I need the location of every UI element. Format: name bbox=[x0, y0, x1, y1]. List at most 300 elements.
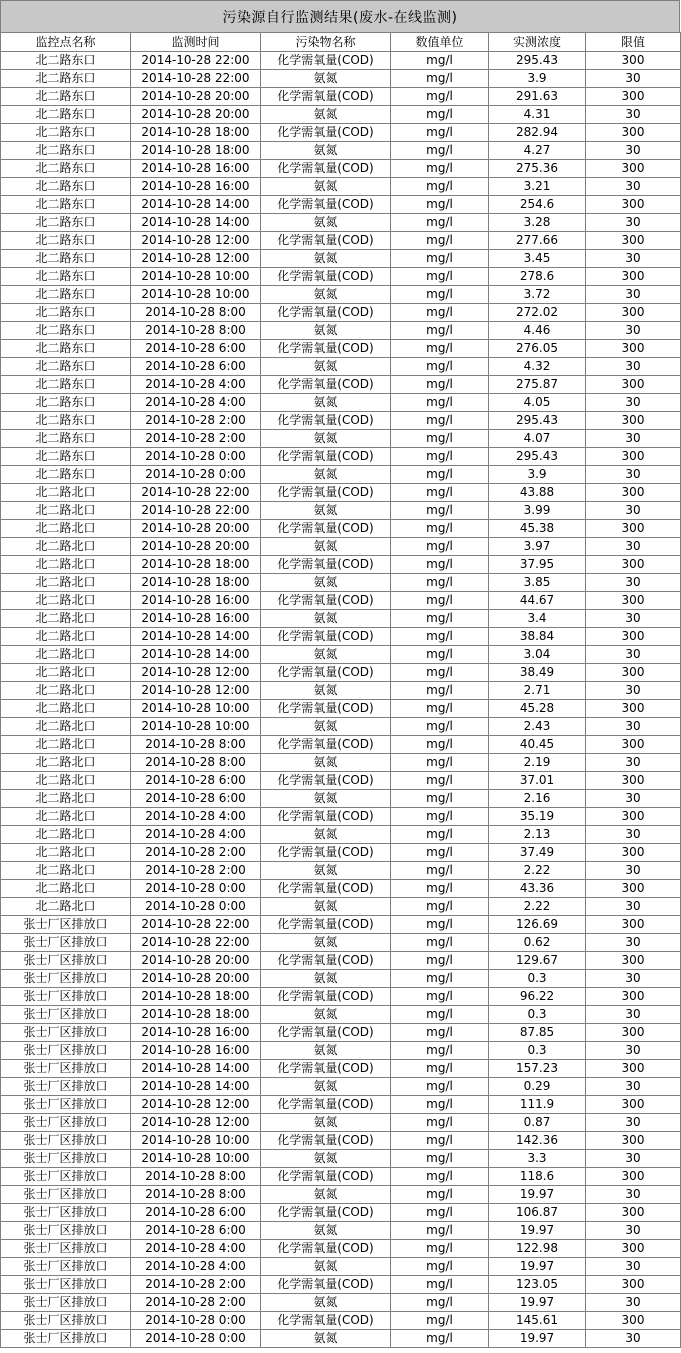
time-cell: 2014-10-28 14:00 bbox=[131, 628, 261, 646]
unit-cell: mg/l bbox=[391, 196, 489, 214]
measured-cell: 2.22 bbox=[489, 862, 586, 880]
pollutant-cell: 化学需氧量(COD) bbox=[261, 844, 391, 862]
unit-cell: mg/l bbox=[391, 736, 489, 754]
measured-cell: 37.01 bbox=[489, 772, 586, 790]
time-cell: 2014-10-28 6:00 bbox=[131, 772, 261, 790]
measured-cell: 96.22 bbox=[489, 988, 586, 1006]
limit-cell: 300 bbox=[586, 376, 681, 394]
table-row bbox=[1, 682, 681, 700]
time-cell: 2014-10-28 16:00 bbox=[131, 592, 261, 610]
table-row bbox=[1, 826, 681, 844]
time-cell: 2014-10-28 20:00 bbox=[131, 88, 261, 106]
site-cell: 北二路东口 bbox=[1, 430, 131, 448]
pollutant-cell: 氨氮 bbox=[261, 970, 391, 988]
measured-cell: 87.85 bbox=[489, 1024, 586, 1042]
unit-cell: mg/l bbox=[391, 160, 489, 178]
unit-cell: mg/l bbox=[391, 754, 489, 772]
measured-cell: 157.23 bbox=[489, 1060, 586, 1078]
limit-cell: 300 bbox=[586, 304, 681, 322]
col-header-measured: 实测浓度 bbox=[489, 33, 586, 52]
table-row bbox=[1, 1006, 681, 1024]
time-cell: 2014-10-28 18:00 bbox=[131, 556, 261, 574]
measured-cell: 2.22 bbox=[489, 898, 586, 916]
table-row bbox=[1, 1168, 681, 1186]
pollutant-cell: 化学需氧量(COD) bbox=[261, 880, 391, 898]
pollutant-cell: 氨氮 bbox=[261, 466, 391, 484]
time-cell: 2014-10-28 16:00 bbox=[131, 610, 261, 628]
site-cell: 北二路北口 bbox=[1, 556, 131, 574]
limit-cell: 300 bbox=[586, 1276, 681, 1294]
pollutant-cell: 氨氮 bbox=[261, 1006, 391, 1024]
unit-cell: mg/l bbox=[391, 1276, 489, 1294]
table-row bbox=[1, 970, 681, 988]
pollutant-cell: 化学需氧量(COD) bbox=[261, 952, 391, 970]
table-row bbox=[1, 160, 681, 178]
time-cell: 2014-10-28 4:00 bbox=[131, 1258, 261, 1276]
unit-cell: mg/l bbox=[391, 772, 489, 790]
measured-cell: 38.49 bbox=[489, 664, 586, 682]
pollutant-cell: 氨氮 bbox=[261, 250, 391, 268]
unit-cell: mg/l bbox=[391, 1222, 489, 1240]
measured-cell: 278.6 bbox=[489, 268, 586, 286]
limit-cell: 300 bbox=[586, 232, 681, 250]
limit-cell: 30 bbox=[586, 430, 681, 448]
limit-cell: 300 bbox=[586, 772, 681, 790]
site-cell: 北二路东口 bbox=[1, 376, 131, 394]
measured-cell: 19.97 bbox=[489, 1258, 586, 1276]
table-row bbox=[1, 736, 681, 754]
time-cell: 2014-10-28 12:00 bbox=[131, 232, 261, 250]
limit-cell: 300 bbox=[586, 952, 681, 970]
time-cell: 2014-10-28 2:00 bbox=[131, 430, 261, 448]
table-row bbox=[1, 430, 681, 448]
table-row bbox=[1, 1330, 681, 1348]
measured-cell: 277.66 bbox=[489, 232, 586, 250]
limit-cell: 300 bbox=[586, 988, 681, 1006]
unit-cell: mg/l bbox=[391, 1078, 489, 1096]
site-cell: 北二路东口 bbox=[1, 232, 131, 250]
pollutant-cell: 化学需氧量(COD) bbox=[261, 988, 391, 1006]
pollutant-cell: 氨氮 bbox=[261, 538, 391, 556]
measured-cell: 3.97 bbox=[489, 538, 586, 556]
measured-cell: 45.38 bbox=[489, 520, 586, 538]
limit-cell: 300 bbox=[586, 664, 681, 682]
unit-cell: mg/l bbox=[391, 718, 489, 736]
site-cell: 北二路北口 bbox=[1, 628, 131, 646]
measured-cell: 3.72 bbox=[489, 286, 586, 304]
unit-cell: mg/l bbox=[391, 1060, 489, 1078]
col-header-site: 监控点名称 bbox=[1, 33, 131, 52]
time-cell: 2014-10-28 12:00 bbox=[131, 250, 261, 268]
table-row bbox=[1, 358, 681, 376]
time-cell: 2014-10-28 12:00 bbox=[131, 664, 261, 682]
table-row bbox=[1, 178, 681, 196]
table-row bbox=[1, 862, 681, 880]
site-cell: 北二路北口 bbox=[1, 646, 131, 664]
table-row bbox=[1, 1294, 681, 1312]
time-cell: 2014-10-28 20:00 bbox=[131, 106, 261, 124]
unit-cell: mg/l bbox=[391, 394, 489, 412]
time-cell: 2014-10-28 8:00 bbox=[131, 754, 261, 772]
time-cell: 2014-10-28 18:00 bbox=[131, 142, 261, 160]
limit-cell: 30 bbox=[586, 1042, 681, 1060]
limit-cell: 30 bbox=[586, 142, 681, 160]
unit-cell: mg/l bbox=[391, 916, 489, 934]
limit-cell: 30 bbox=[586, 250, 681, 268]
unit-cell: mg/l bbox=[391, 880, 489, 898]
unit-cell: mg/l bbox=[391, 610, 489, 628]
unit-cell: mg/l bbox=[391, 682, 489, 700]
unit-cell: mg/l bbox=[391, 142, 489, 160]
measured-cell: 123.05 bbox=[489, 1276, 586, 1294]
pollutant-cell: 化学需氧量(COD) bbox=[261, 1204, 391, 1222]
pollutant-cell: 氨氮 bbox=[261, 682, 391, 700]
unit-cell: mg/l bbox=[391, 322, 489, 340]
time-cell: 2014-10-28 4:00 bbox=[131, 1240, 261, 1258]
pollutant-cell: 化学需氧量(COD) bbox=[261, 124, 391, 142]
measured-cell: 276.05 bbox=[489, 340, 586, 358]
time-cell: 2014-10-28 2:00 bbox=[131, 844, 261, 862]
unit-cell: mg/l bbox=[391, 340, 489, 358]
table-row bbox=[1, 1276, 681, 1294]
site-cell: 张士厂区排放口 bbox=[1, 1114, 131, 1132]
col-header-pollutant: 污染物名称 bbox=[261, 33, 391, 52]
pollutant-cell: 化学需氧量(COD) bbox=[261, 196, 391, 214]
unit-cell: mg/l bbox=[391, 232, 489, 250]
pollutant-cell: 氨氮 bbox=[261, 394, 391, 412]
time-cell: 2014-10-28 10:00 bbox=[131, 718, 261, 736]
site-cell: 张士厂区排放口 bbox=[1, 1132, 131, 1150]
site-cell: 北二路东口 bbox=[1, 142, 131, 160]
measured-cell: 44.67 bbox=[489, 592, 586, 610]
time-cell: 2014-10-28 16:00 bbox=[131, 160, 261, 178]
site-cell: 北二路北口 bbox=[1, 844, 131, 862]
unit-cell: mg/l bbox=[391, 556, 489, 574]
limit-cell: 300 bbox=[586, 52, 681, 70]
table-row bbox=[1, 934, 681, 952]
pollutant-cell: 化学需氧量(COD) bbox=[261, 268, 391, 286]
measured-cell: 4.31 bbox=[489, 106, 586, 124]
time-cell: 2014-10-28 2:00 bbox=[131, 1294, 261, 1312]
limit-cell: 300 bbox=[586, 916, 681, 934]
measured-cell: 295.43 bbox=[489, 448, 586, 466]
limit-cell: 300 bbox=[586, 628, 681, 646]
table-row bbox=[1, 520, 681, 538]
time-cell: 2014-10-28 2:00 bbox=[131, 862, 261, 880]
site-cell: 张士厂区排放口 bbox=[1, 1024, 131, 1042]
site-cell: 北二路北口 bbox=[1, 826, 131, 844]
limit-cell: 30 bbox=[586, 322, 681, 340]
measured-cell: 106.87 bbox=[489, 1204, 586, 1222]
site-cell: 张士厂区排放口 bbox=[1, 1168, 131, 1186]
limit-cell: 300 bbox=[586, 340, 681, 358]
unit-cell: mg/l bbox=[391, 1294, 489, 1312]
time-cell: 2014-10-28 18:00 bbox=[131, 124, 261, 142]
pollutant-cell: 化学需氧量(COD) bbox=[261, 1096, 391, 1114]
pollutant-cell: 氨氮 bbox=[261, 106, 391, 124]
time-cell: 2014-10-28 4:00 bbox=[131, 376, 261, 394]
limit-cell: 30 bbox=[586, 286, 681, 304]
site-cell: 北二路东口 bbox=[1, 268, 131, 286]
site-cell: 张士厂区排放口 bbox=[1, 1222, 131, 1240]
site-cell: 张士厂区排放口 bbox=[1, 1042, 131, 1060]
limit-cell: 30 bbox=[586, 1222, 681, 1240]
unit-cell: mg/l bbox=[391, 1258, 489, 1276]
pollutant-cell: 氨氮 bbox=[261, 934, 391, 952]
site-cell: 张士厂区排放口 bbox=[1, 1150, 131, 1168]
limit-cell: 30 bbox=[586, 826, 681, 844]
unit-cell: mg/l bbox=[391, 1096, 489, 1114]
pollutant-cell: 化学需氧量(COD) bbox=[261, 160, 391, 178]
table-row bbox=[1, 790, 681, 808]
time-cell: 2014-10-28 0:00 bbox=[131, 1312, 261, 1330]
pollutant-cell: 氨氮 bbox=[261, 610, 391, 628]
limit-cell: 300 bbox=[586, 124, 681, 142]
time-cell: 2014-10-28 10:00 bbox=[131, 700, 261, 718]
measured-cell: 43.88 bbox=[489, 484, 586, 502]
time-cell: 2014-10-28 22:00 bbox=[131, 70, 261, 88]
site-cell: 北二路北口 bbox=[1, 880, 131, 898]
table-row bbox=[1, 340, 681, 358]
time-cell: 2014-10-28 4:00 bbox=[131, 394, 261, 412]
limit-cell: 300 bbox=[586, 880, 681, 898]
table-row bbox=[1, 772, 681, 790]
time-cell: 2014-10-28 20:00 bbox=[131, 538, 261, 556]
limit-cell: 300 bbox=[586, 1096, 681, 1114]
unit-cell: mg/l bbox=[391, 448, 489, 466]
limit-cell: 30 bbox=[586, 214, 681, 232]
time-cell: 2014-10-28 22:00 bbox=[131, 502, 261, 520]
time-cell: 2014-10-28 22:00 bbox=[131, 934, 261, 952]
unit-cell: mg/l bbox=[391, 1330, 489, 1348]
pollutant-cell: 氨氮 bbox=[261, 826, 391, 844]
pollutant-cell: 化学需氧量(COD) bbox=[261, 556, 391, 574]
time-cell: 2014-10-28 6:00 bbox=[131, 340, 261, 358]
table-row bbox=[1, 1132, 681, 1150]
unit-cell: mg/l bbox=[391, 358, 489, 376]
limit-cell: 30 bbox=[586, 1186, 681, 1204]
pollutant-cell: 氨氮 bbox=[261, 646, 391, 664]
unit-cell: mg/l bbox=[391, 178, 489, 196]
time-cell: 2014-10-28 18:00 bbox=[131, 1006, 261, 1024]
limit-cell: 30 bbox=[586, 574, 681, 592]
table-row bbox=[1, 952, 681, 970]
limit-cell: 300 bbox=[586, 700, 681, 718]
unit-cell: mg/l bbox=[391, 808, 489, 826]
time-cell: 2014-10-28 10:00 bbox=[131, 268, 261, 286]
time-cell: 2014-10-28 14:00 bbox=[131, 1078, 261, 1096]
time-cell: 2014-10-28 18:00 bbox=[131, 574, 261, 592]
time-cell: 2014-10-28 16:00 bbox=[131, 1024, 261, 1042]
time-cell: 2014-10-28 6:00 bbox=[131, 1222, 261, 1240]
measured-cell: 2.13 bbox=[489, 826, 586, 844]
header-row bbox=[1, 33, 681, 52]
measured-cell: 2.16 bbox=[489, 790, 586, 808]
unit-cell: mg/l bbox=[391, 124, 489, 142]
pollutant-cell: 氨氮 bbox=[261, 502, 391, 520]
site-cell: 北二路北口 bbox=[1, 790, 131, 808]
time-cell: 2014-10-28 14:00 bbox=[131, 646, 261, 664]
unit-cell: mg/l bbox=[391, 1150, 489, 1168]
limit-cell: 30 bbox=[586, 394, 681, 412]
unit-cell: mg/l bbox=[391, 898, 489, 916]
limit-cell: 30 bbox=[586, 1330, 681, 1348]
unit-cell: mg/l bbox=[391, 970, 489, 988]
table-row bbox=[1, 538, 681, 556]
measured-cell: 0.29 bbox=[489, 1078, 586, 1096]
unit-cell: mg/l bbox=[391, 1186, 489, 1204]
measured-cell: 0.87 bbox=[489, 1114, 586, 1132]
measured-cell: 45.28 bbox=[489, 700, 586, 718]
limit-cell: 30 bbox=[586, 610, 681, 628]
site-cell: 张士厂区排放口 bbox=[1, 1312, 131, 1330]
pollutant-cell: 氨氮 bbox=[261, 1222, 391, 1240]
pollutant-cell: 化学需氧量(COD) bbox=[261, 304, 391, 322]
unit-cell: mg/l bbox=[391, 826, 489, 844]
measured-cell: 3.3 bbox=[489, 1150, 586, 1168]
site-cell: 北二路北口 bbox=[1, 484, 131, 502]
unit-cell: mg/l bbox=[391, 700, 489, 718]
limit-cell: 30 bbox=[586, 718, 681, 736]
measured-cell: 126.69 bbox=[489, 916, 586, 934]
pollutant-cell: 化学需氧量(COD) bbox=[261, 736, 391, 754]
pollutant-cell: 化学需氧量(COD) bbox=[261, 592, 391, 610]
time-cell: 2014-10-28 2:00 bbox=[131, 1276, 261, 1294]
unit-cell: mg/l bbox=[391, 934, 489, 952]
pollutant-cell: 氨氮 bbox=[261, 790, 391, 808]
measured-cell: 19.97 bbox=[489, 1222, 586, 1240]
measured-cell: 254.6 bbox=[489, 196, 586, 214]
table-row bbox=[1, 1114, 681, 1132]
unit-cell: mg/l bbox=[391, 538, 489, 556]
limit-cell: 300 bbox=[586, 592, 681, 610]
unit-cell: mg/l bbox=[391, 862, 489, 880]
pollutant-cell: 化学需氧量(COD) bbox=[261, 1240, 391, 1258]
unit-cell: mg/l bbox=[391, 70, 489, 88]
table-row bbox=[1, 700, 681, 718]
pollutant-cell: 化学需氧量(COD) bbox=[261, 52, 391, 70]
table-row bbox=[1, 502, 681, 520]
measured-cell: 3.4 bbox=[489, 610, 586, 628]
pollutant-cell: 氨氮 bbox=[261, 214, 391, 232]
unit-cell: mg/l bbox=[391, 268, 489, 286]
measured-cell: 38.84 bbox=[489, 628, 586, 646]
measured-cell: 145.61 bbox=[489, 1312, 586, 1330]
table-row bbox=[1, 268, 681, 286]
time-cell: 2014-10-28 14:00 bbox=[131, 1060, 261, 1078]
table-row bbox=[1, 1240, 681, 1258]
unit-cell: mg/l bbox=[391, 484, 489, 502]
measured-cell: 275.36 bbox=[489, 160, 586, 178]
site-cell: 张士厂区排放口 bbox=[1, 1078, 131, 1096]
pollutant-cell: 氨氮 bbox=[261, 1042, 391, 1060]
unit-cell: mg/l bbox=[391, 1024, 489, 1042]
measured-cell: 4.46 bbox=[489, 322, 586, 340]
limit-cell: 30 bbox=[586, 1150, 681, 1168]
table-row bbox=[1, 754, 681, 772]
time-cell: 2014-10-28 12:00 bbox=[131, 1114, 261, 1132]
measured-cell: 295.43 bbox=[489, 52, 586, 70]
site-cell: 北二路北口 bbox=[1, 574, 131, 592]
table-row bbox=[1, 1312, 681, 1330]
pollutant-cell: 氨氮 bbox=[261, 178, 391, 196]
site-cell: 北二路北口 bbox=[1, 682, 131, 700]
measured-cell: 35.19 bbox=[489, 808, 586, 826]
unit-cell: mg/l bbox=[391, 520, 489, 538]
unit-cell: mg/l bbox=[391, 628, 489, 646]
limit-cell: 300 bbox=[586, 88, 681, 106]
col-header-limit: 限值 bbox=[586, 33, 681, 52]
measured-cell: 2.43 bbox=[489, 718, 586, 736]
table-row bbox=[1, 250, 681, 268]
site-cell: 北二路东口 bbox=[1, 250, 131, 268]
site-cell: 张士厂区排放口 bbox=[1, 1096, 131, 1114]
limit-cell: 300 bbox=[586, 1240, 681, 1258]
limit-cell: 30 bbox=[586, 178, 681, 196]
unit-cell: mg/l bbox=[391, 988, 489, 1006]
limit-cell: 300 bbox=[586, 1312, 681, 1330]
pollutant-cell: 氨氮 bbox=[261, 754, 391, 772]
time-cell: 2014-10-28 16:00 bbox=[131, 1042, 261, 1060]
site-cell: 北二路北口 bbox=[1, 592, 131, 610]
table-row bbox=[1, 124, 681, 142]
site-cell: 北二路东口 bbox=[1, 124, 131, 142]
site-cell: 北二路北口 bbox=[1, 700, 131, 718]
measured-cell: 4.27 bbox=[489, 142, 586, 160]
table-row bbox=[1, 88, 681, 106]
limit-cell: 300 bbox=[586, 1204, 681, 1222]
table-row bbox=[1, 1096, 681, 1114]
site-cell: 张士厂区排放口 bbox=[1, 1276, 131, 1294]
table-row bbox=[1, 1042, 681, 1060]
limit-cell: 30 bbox=[586, 1294, 681, 1312]
pollutant-cell: 化学需氧量(COD) bbox=[261, 1312, 391, 1330]
site-cell: 北二路北口 bbox=[1, 520, 131, 538]
limit-cell: 300 bbox=[586, 196, 681, 214]
limit-cell: 30 bbox=[586, 358, 681, 376]
pollutant-cell: 氨氮 bbox=[261, 862, 391, 880]
unit-cell: mg/l bbox=[391, 646, 489, 664]
measured-cell: 118.6 bbox=[489, 1168, 586, 1186]
limit-cell: 30 bbox=[586, 790, 681, 808]
pollutant-cell: 氨氮 bbox=[261, 358, 391, 376]
pollutant-cell: 化学需氧量(COD) bbox=[261, 232, 391, 250]
table-row bbox=[1, 1204, 681, 1222]
unit-cell: mg/l bbox=[391, 376, 489, 394]
limit-cell: 300 bbox=[586, 556, 681, 574]
table-row bbox=[1, 844, 681, 862]
pollutant-cell: 化学需氧量(COD) bbox=[261, 700, 391, 718]
site-cell: 北二路北口 bbox=[1, 862, 131, 880]
pollutant-cell: 化学需氧量(COD) bbox=[261, 628, 391, 646]
limit-cell: 30 bbox=[586, 934, 681, 952]
measured-cell: 3.28 bbox=[489, 214, 586, 232]
site-cell: 北二路北口 bbox=[1, 772, 131, 790]
site-cell: 北二路北口 bbox=[1, 538, 131, 556]
site-cell: 北二路北口 bbox=[1, 664, 131, 682]
unit-cell: mg/l bbox=[391, 1240, 489, 1258]
time-cell: 2014-10-28 20:00 bbox=[131, 970, 261, 988]
time-cell: 2014-10-28 18:00 bbox=[131, 988, 261, 1006]
site-cell: 张士厂区排放口 bbox=[1, 916, 131, 934]
site-cell: 北二路东口 bbox=[1, 448, 131, 466]
table-row bbox=[1, 466, 681, 484]
measured-cell: 275.87 bbox=[489, 376, 586, 394]
site-cell: 张士厂区排放口 bbox=[1, 1006, 131, 1024]
limit-cell: 300 bbox=[586, 268, 681, 286]
unit-cell: mg/l bbox=[391, 574, 489, 592]
measured-cell: 19.97 bbox=[489, 1186, 586, 1204]
